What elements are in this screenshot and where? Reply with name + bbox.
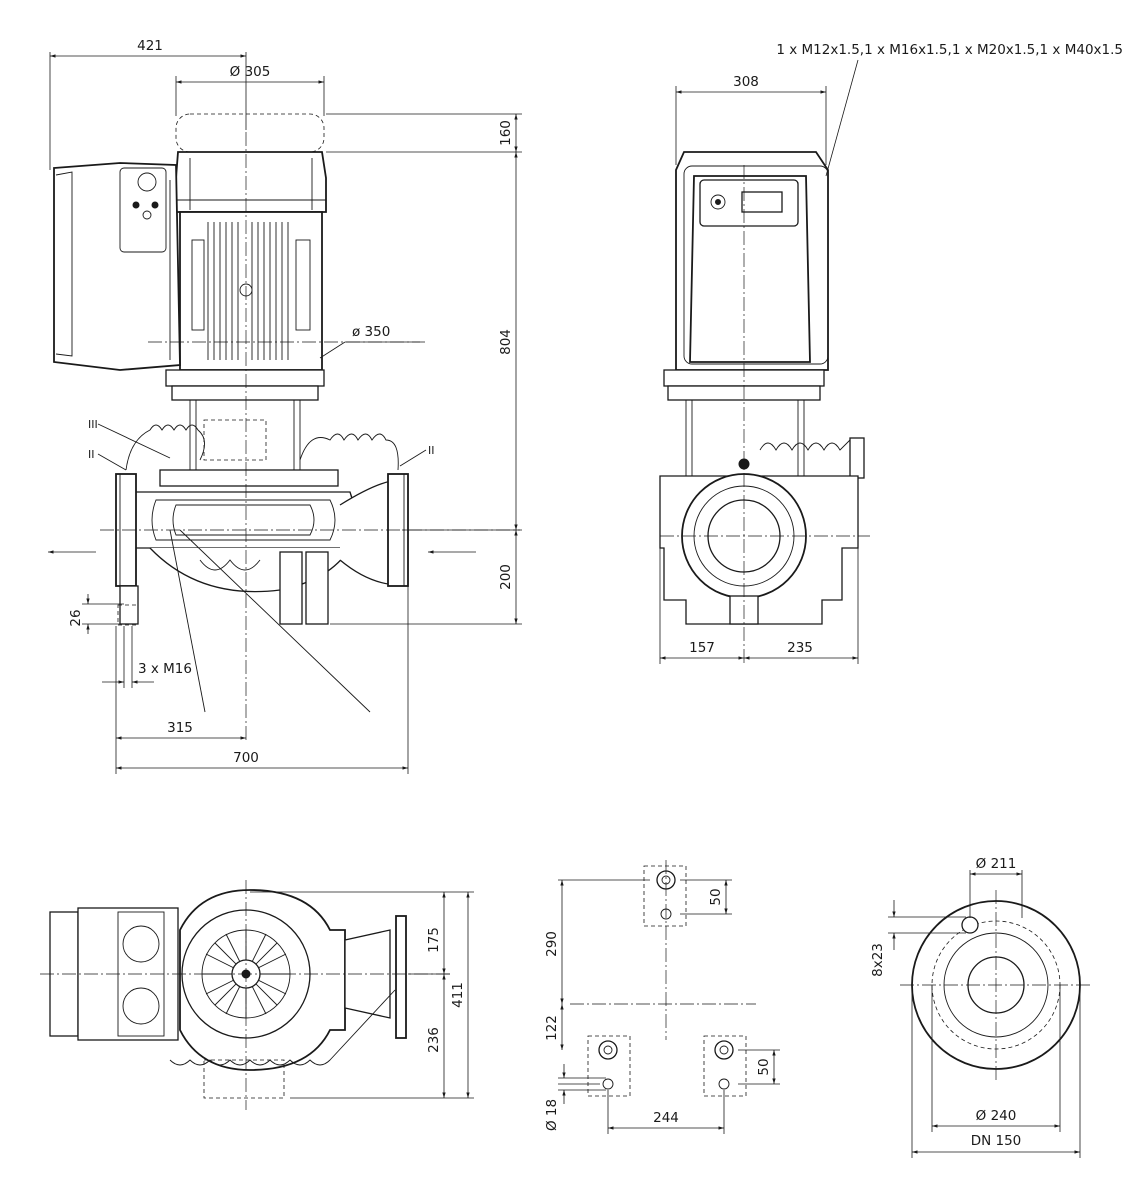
dim-200: 200 (498, 564, 514, 590)
top-view (40, 880, 474, 1110)
side-view (660, 42, 1123, 664)
dim-350: ø 350 (352, 324, 391, 340)
dim-dn150: DN 150 (970, 1133, 1022, 1149)
dim-26: 26 (68, 609, 84, 627)
top-flange (396, 916, 406, 1038)
motor-top-housing (176, 152, 326, 212)
dim-421: 421 (137, 38, 163, 54)
foot-layout (544, 860, 780, 1134)
motor-body (180, 212, 322, 370)
flange-view (870, 856, 1092, 1158)
dim-804: 804 (498, 329, 514, 355)
motor-fan-cap (176, 114, 324, 152)
cable-coil-left (126, 425, 205, 470)
dim-244: 244 (653, 1110, 679, 1126)
foot-hole-right (715, 1041, 733, 1059)
dim-18: Ø 18 (544, 1098, 560, 1132)
dim-700: 700 (233, 750, 259, 766)
front-view (48, 38, 522, 774)
flange-bolt-hole (962, 917, 978, 933)
dim-157: 157 (689, 640, 715, 656)
dim-411: 411 (450, 982, 466, 1008)
terminal-box (54, 163, 180, 370)
marker-III: III (88, 418, 98, 431)
dim-50-right: 50 (756, 1058, 772, 1076)
dim-50-top: 50 (708, 888, 724, 906)
marker-II-right: II (428, 444, 435, 457)
marker-II-left: II (88, 448, 95, 461)
dim-8x23: 8x23 (870, 943, 886, 977)
foot-hole-left (599, 1041, 617, 1059)
dim-236: 236 (426, 1027, 442, 1053)
dim-160: 160 (498, 120, 514, 146)
pump-top-plate (160, 470, 338, 486)
cable-coil-right (300, 434, 398, 470)
side-cable-coil (760, 440, 850, 450)
dim-175: 175 (426, 927, 442, 953)
dim-240: Ø 240 (975, 1108, 1017, 1124)
dim-315: 315 (167, 720, 193, 736)
dim-122: 122 (544, 1015, 560, 1041)
dim-308: 308 (733, 74, 759, 90)
dim-305: Ø 305 (229, 64, 271, 80)
dim-211: Ø 211 (975, 856, 1017, 872)
dim-235: 235 (787, 640, 813, 656)
motor-flange (166, 370, 324, 386)
dim-3xM16: 3 x M16 (138, 661, 192, 677)
cable-glands-label: 1 x M12x1.5,1 x M16x1.5,1 x M20x1.5,1 x M40x1.5 (776, 42, 1123, 58)
dim-290: 290 (544, 931, 560, 957)
